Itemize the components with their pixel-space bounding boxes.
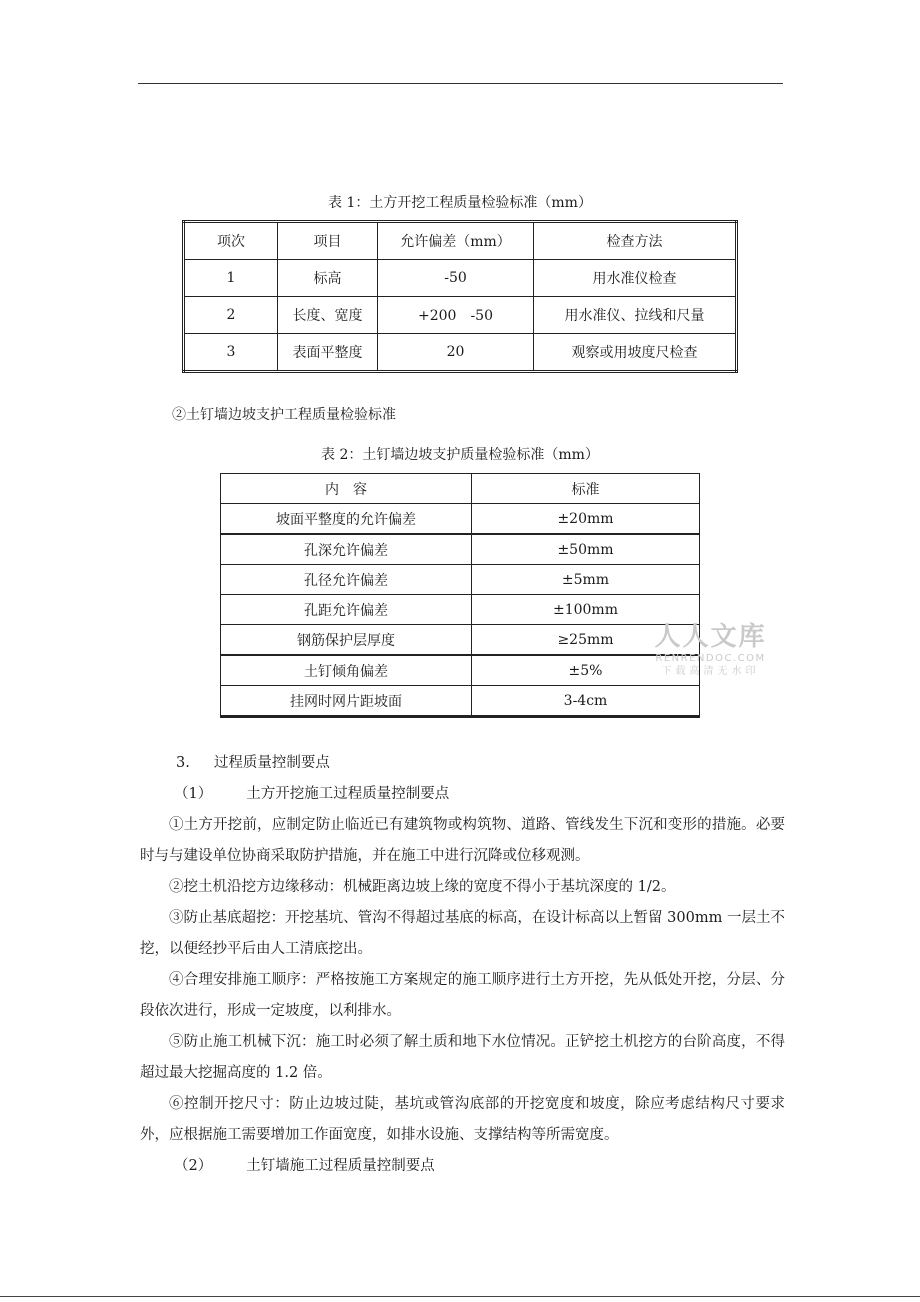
table-cell: ±5mm xyxy=(472,565,700,595)
table-row xyxy=(184,334,737,372)
table-cell: 表面平整度 xyxy=(278,334,378,372)
table-row xyxy=(221,595,700,625)
header-cell: 项目 xyxy=(278,222,378,260)
table1-earthwork-standards xyxy=(182,220,738,373)
table-cell: 2 xyxy=(184,297,278,334)
subheading-text: 土钉墙施工过程质量控制要点 xyxy=(246,1158,435,1174)
table-cell: 1 xyxy=(184,260,278,297)
table2-soil-nail-standards xyxy=(220,473,700,718)
table-cell: 3-4cm xyxy=(472,686,700,717)
table-header-row xyxy=(221,474,700,504)
table-cell: ≥25mm xyxy=(472,625,700,656)
paragraph: ②挖土机沿挖方边缘移动：机械距离边坡上缘的宽度不得小于基坑深度的 1/2。 xyxy=(169,879,676,895)
table-row xyxy=(221,655,700,686)
footer-rule xyxy=(0,1296,920,1297)
paragraph: ①土方开挖前，应制定防止临近已有建筑物或构筑物、道路、管线发生下沉和变形的措施。必要时与与建设单位协商采取防护措施，并在施工中进行沉降或位移观测。 xyxy=(140,817,785,864)
heading-number: 3. xyxy=(176,755,190,771)
header-rule xyxy=(138,83,783,84)
header-cell: 允许偏差（mm） xyxy=(378,222,534,260)
table-cell: -50 xyxy=(378,260,534,297)
table-cell: ±50mm xyxy=(472,534,700,565)
subheading-number: （2） xyxy=(174,1158,213,1174)
table-cell: 钢筋保护层厚度 xyxy=(221,625,472,656)
table-row xyxy=(221,625,700,656)
table-cell: 孔距允许偏差 xyxy=(221,595,472,625)
subheading-number: （1） xyxy=(174,786,213,802)
table-row xyxy=(184,260,737,297)
table-cell: 用水准仪、拉线和尺量 xyxy=(534,297,737,334)
section-heading-soil-nail: ②土钉墙边坡支护工程质量检验标准 xyxy=(172,407,396,423)
header-cell: 检查方法 xyxy=(534,222,737,260)
header-cell: 标准 xyxy=(472,474,700,504)
paragraph: ⑤防止施工机械下沉：施工时必须了解土质和地下水位情况。正铲挖土机挖方的台阶高度，不得超过最大挖掘高度的 1.2 倍。 xyxy=(140,1034,785,1081)
watermark-title: 人人文库 xyxy=(654,622,767,652)
table-cell: 孔深允许偏差 xyxy=(221,534,472,565)
heading-text: 过程质量控制要点 xyxy=(213,755,330,771)
subheading-earthwork xyxy=(140,779,785,810)
table-cell: 观察或用坡度尺检查 xyxy=(534,334,737,372)
watermark-subtitle: 下载高清无水印 xyxy=(661,666,760,677)
table-row xyxy=(184,297,737,334)
table-cell: 孔径允许偏差 xyxy=(221,565,472,595)
header-cell: 内 容 xyxy=(221,474,472,504)
table-row xyxy=(221,534,700,565)
table-cell: 土钉倾角偏差 xyxy=(221,655,472,686)
subheading-text: 土方开挖施工过程质量控制要点 xyxy=(246,786,450,802)
table-row xyxy=(221,686,700,717)
table-header-row xyxy=(184,222,737,260)
table-cell: ±5% xyxy=(472,655,700,686)
watermark-logo xyxy=(648,622,773,679)
table-cell: +200 -50 xyxy=(378,297,534,334)
paragraph: ③防止基底超挖：开挖基坑、管沟不得超过基底的标高，在设计标高以上暂留 300mm 一层土不挖，以便经抄平后由人工清底挖出。 xyxy=(140,910,785,957)
table-cell: 3 xyxy=(184,334,278,372)
table-cell: ±100mm xyxy=(472,595,700,625)
table-cell: 长度、宽度 xyxy=(278,297,378,334)
table2-caption: 表 2：土钉墙边坡支护质量检验标准（mm） xyxy=(321,447,599,463)
watermark-url: RENRENDOC.COM xyxy=(655,653,766,664)
table-cell: ±20mm xyxy=(472,504,700,535)
paragraph: ④合理安排施工顺序：严格按施工方案规定的施工顺序进行土方开挖，先从低处开挖，分层、分段依次进行，形成一定坡度，以利排水。 xyxy=(140,972,785,1019)
subheading-soil-nail xyxy=(140,1151,785,1182)
table-cell: 标高 xyxy=(278,260,378,297)
table-cell: 坡面平整度的允许偏差 xyxy=(221,504,472,535)
table-cell: 20 xyxy=(378,334,534,372)
table1-caption: 表 1：土方开挖工程质量检验标准（mm） xyxy=(328,195,592,211)
heading-process-control xyxy=(140,748,785,779)
table-cell: 用水准仪检查 xyxy=(534,260,737,297)
paragraph: ⑥控制开挖尺寸：防止边坡过陡，基坑或管沟底部的开挖宽度和坡度，除应考虑结构尺寸要求外，应根据施工需要增加工作面宽度，如排水设施、支撑结构等所需宽度。 xyxy=(140,1096,785,1143)
table-row xyxy=(221,565,700,595)
body-text xyxy=(140,748,785,1182)
table-row xyxy=(221,504,700,535)
header-cell: 项次 xyxy=(184,222,278,260)
table-cell: 挂网时网片距坡面 xyxy=(221,686,472,717)
